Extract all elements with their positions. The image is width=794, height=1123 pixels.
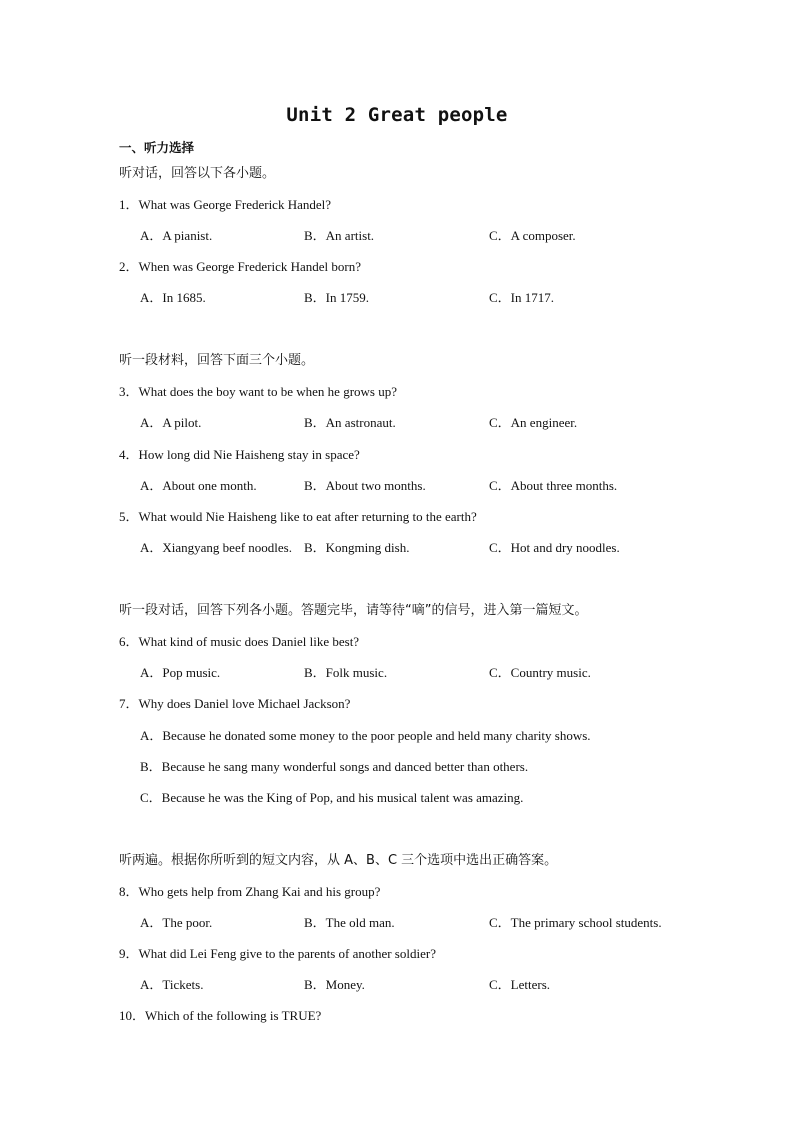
q2-option-c: C．In 1717. xyxy=(489,290,555,305)
question-2: 2．When was George Frederick Handel born? xyxy=(119,259,361,274)
q3-option-c: C．An engineer. xyxy=(489,415,578,430)
q7-option-b: B．Because he sang many wonderful songs and danced better than others. xyxy=(140,759,529,774)
question-7: 7．Why does Daniel love Michael Jackson? xyxy=(119,696,351,711)
question-3: 3．What does the boy want to be when he grows up? xyxy=(119,384,397,399)
q9-option-b: B．Money. xyxy=(304,977,365,992)
q3-option-a: A．A pilot. xyxy=(140,415,202,430)
question-5: 5．What would Nie Haisheng like to eat after returning to the earth? xyxy=(119,509,477,524)
q8-option-c: C．The primary school students. xyxy=(489,915,662,930)
q1-option-c: C．A composer. xyxy=(489,228,576,243)
q2-option-b: B．In 1759. xyxy=(304,290,370,305)
question-9: 9．What did Lei Feng give to the parents of another soldier? xyxy=(119,946,436,961)
q9-option-a: A．Tickets. xyxy=(140,977,204,992)
q9-option-c: C．Letters. xyxy=(489,977,551,992)
question-6: 6．What kind of music does Daniel like best? xyxy=(119,634,360,649)
q4-option-c: C．About three months. xyxy=(489,478,618,493)
q6-option-b: B．Folk music. xyxy=(304,665,388,680)
q7-option-c: C．Because he was the King of Pop, and his musical talent was amazing. xyxy=(140,790,524,805)
q6-option-a: A．Pop music. xyxy=(140,665,221,680)
q1-option-b: B．An artist. xyxy=(304,228,375,243)
q1-option-a: A．A pianist. xyxy=(140,228,213,243)
q6-option-c: C．Country music. xyxy=(489,665,591,680)
q7-option-a: A．Because he donated some money to the poor people and held many charity shows. xyxy=(140,728,591,743)
q5-option-b: B．Kongming dish. xyxy=(304,540,410,555)
q4-option-b: B．About two months. xyxy=(304,478,426,493)
q3-option-b: B．An astronaut. xyxy=(304,415,396,430)
page-title: Unit 2 Great people xyxy=(286,104,508,126)
question-1: 1．What was George Frederick Handel? xyxy=(119,197,332,212)
instruction-1: 听对话，回答以下各小题。 xyxy=(119,166,276,181)
q8-option-a: A．The poor. xyxy=(140,915,213,930)
instruction-4: 听两遍。根据你所听到的短文内容，从 A、B、C 三个选项中选出正确答案。 xyxy=(119,853,558,868)
q5-option-c: C．Hot and dry noodles. xyxy=(489,540,620,555)
q8-option-b: B．The old man. xyxy=(304,915,395,930)
question-4: 4．How long did Nie Haisheng stay in space? xyxy=(119,447,360,462)
instruction-3: 听一段对话，回答下列各小题。答题完毕，请等待“嘀”的信号，进入第一篇短文。 xyxy=(119,603,588,618)
q2-option-a: A．In 1685. xyxy=(140,290,206,305)
section-heading: 一、听力选择 xyxy=(119,140,195,155)
question-8: 8．Who gets help from Zhang Kai and his group? xyxy=(119,884,381,899)
q5-option-a: A．Xiangyang beef noodles. xyxy=(140,540,292,555)
instruction-2: 听一段材料，回答下面三个小题。 xyxy=(119,353,315,368)
q4-option-a: A．About one month. xyxy=(140,478,257,493)
question-10: 10．Which of the following is TRUE? xyxy=(119,1008,322,1023)
